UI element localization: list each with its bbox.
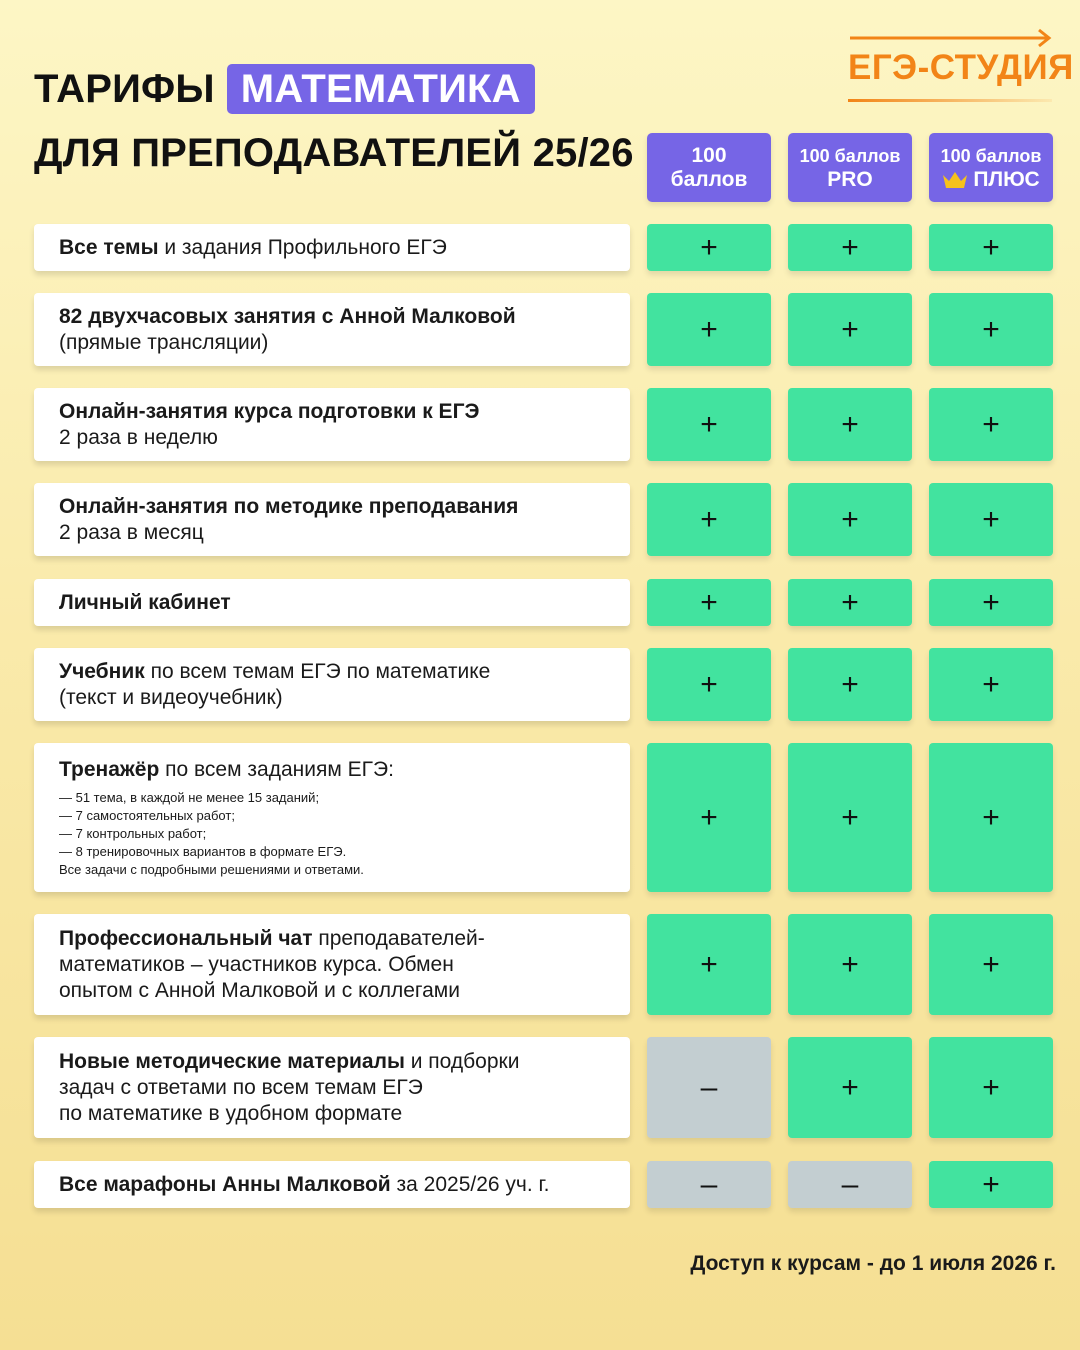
subject-tag: МАТЕМАТИКА bbox=[227, 64, 535, 114]
crown-icon bbox=[942, 171, 968, 189]
cell-100: + bbox=[647, 648, 771, 721]
cell-100: + bbox=[647, 224, 771, 271]
feature-bold: Онлайн-занятия по методике преподавания bbox=[59, 494, 519, 518]
plan-header-plus bbox=[929, 133, 1053, 202]
cell-plus: + bbox=[929, 224, 1053, 271]
feature-text: и подборки bbox=[404, 1049, 520, 1073]
feature-text: за 2025/26 уч. г. bbox=[390, 1172, 550, 1196]
feature-row-pro-chat bbox=[34, 914, 630, 1015]
cell-plus: + bbox=[929, 743, 1053, 892]
trainer-detail-line: — 7 контрольных работ; bbox=[59, 825, 207, 841]
cell-plus: + bbox=[929, 648, 1053, 721]
feature-row-materials bbox=[34, 1037, 630, 1138]
feature-row-lessons bbox=[34, 293, 630, 366]
cell-plus: + bbox=[929, 579, 1053, 626]
cell-100: + bbox=[647, 914, 771, 1015]
cell-pro: – bbox=[788, 1161, 912, 1208]
feature-text: задач с ответами по всем темам ЕГЭ bbox=[59, 1075, 423, 1099]
feature-row-trainer bbox=[34, 743, 630, 892]
feature-text: и задания Профильного ЕГЭ bbox=[158, 235, 447, 259]
plan-header-pro bbox=[788, 133, 912, 202]
cell-pro: + bbox=[788, 648, 912, 721]
cell-100: + bbox=[647, 483, 771, 556]
cell-100: – bbox=[647, 1037, 771, 1138]
cell-plus: + bbox=[929, 1037, 1053, 1138]
plan-name-line1: 100 баллов bbox=[799, 145, 901, 166]
cell-pro: + bbox=[788, 388, 912, 461]
feature-bold: Все темы bbox=[59, 235, 159, 259]
feature-row-online-course bbox=[34, 388, 630, 461]
cell-plus: + bbox=[929, 914, 1053, 1015]
cell-pro: + bbox=[788, 293, 912, 366]
trainer-detail-line: — 7 самостоятельных работ; bbox=[59, 807, 235, 823]
feature-text: 2 раза в месяц bbox=[59, 520, 204, 544]
logo-underline bbox=[848, 98, 1052, 104]
plan-name-line2: ПЛЮС bbox=[973, 167, 1040, 191]
feature-text: опытом с Анной Малковой и с коллегами bbox=[59, 978, 460, 1002]
cell-plus: + bbox=[929, 293, 1053, 366]
brand-logo bbox=[846, 28, 1074, 108]
trainer-detail-line: Все задачи с подробными решениями и ответами. bbox=[59, 861, 364, 877]
feature-text: по всем заданиям ЕГЭ: bbox=[159, 757, 394, 781]
feature-row-methodology bbox=[34, 483, 630, 556]
cell-pro: + bbox=[788, 1037, 912, 1138]
logo-text: ЕГЭ-СТУДИЯ bbox=[848, 48, 1074, 87]
feature-text: по всем темам ЕГЭ по математике bbox=[144, 659, 491, 683]
cell-100: + bbox=[647, 579, 771, 626]
feature-bold: Учебник bbox=[59, 659, 145, 683]
trainer-detail-line: — 8 тренировочных вариантов в формате ЕГЭ. bbox=[59, 843, 347, 859]
feature-text: (текст и видеоучебник) bbox=[59, 685, 283, 709]
trainer-detail-line: — 51 тема, в каждой не менее 15 заданий; bbox=[59, 789, 320, 805]
feature-text: математиков – участников курса. Обмен bbox=[59, 952, 454, 976]
title-text: ТАРИФЫ bbox=[34, 66, 215, 111]
cell-100: + bbox=[647, 293, 771, 366]
cell-plus: + bbox=[929, 388, 1053, 461]
feature-bold: Онлайн-занятия курса подготовки к ЕГЭ bbox=[59, 399, 480, 423]
feature-bold: Личный кабинет bbox=[59, 590, 231, 614]
plan-header-100 bbox=[647, 133, 771, 202]
feature-bold: Все марафоны Анны Малковой bbox=[59, 1172, 391, 1196]
feature-bold: Профессиональный чат bbox=[59, 926, 313, 950]
cell-pro: + bbox=[788, 483, 912, 556]
cell-100: – bbox=[647, 1161, 771, 1208]
plan-name-line1: 100 баллов bbox=[940, 145, 1042, 166]
feature-text: преподавателей- bbox=[312, 926, 485, 950]
cell-pro: + bbox=[788, 914, 912, 1015]
plan-name-line2: PRO bbox=[827, 167, 873, 191]
feature-bold: Тренажёр bbox=[59, 757, 160, 781]
feature-text: 2 раза в неделю bbox=[59, 425, 218, 449]
cell-plus: + bbox=[929, 1161, 1053, 1208]
feature-bold: Новые методические материалы bbox=[59, 1049, 405, 1073]
feature-row-textbook bbox=[34, 648, 630, 721]
cell-pro: + bbox=[788, 224, 912, 271]
plan-name-line1: 100 bbox=[691, 143, 727, 167]
feature-bold: 82 двухчасовых занятия с Анной Малковой bbox=[59, 304, 516, 328]
feature-row-all-topics bbox=[34, 224, 630, 271]
cell-pro: + bbox=[788, 579, 912, 626]
plan-name-line2: баллов bbox=[670, 167, 748, 191]
cell-plus: + bbox=[929, 483, 1053, 556]
access-note: Доступ к курсам - до 1 июля 2026 г. bbox=[690, 1252, 1056, 1275]
feature-row-marathons bbox=[34, 1161, 630, 1208]
feature-text: по математике в удобном формате bbox=[59, 1101, 403, 1125]
trainer-details bbox=[59, 789, 630, 879]
feature-row-account bbox=[34, 579, 630, 626]
page-title-line1 bbox=[34, 64, 535, 114]
cell-100: + bbox=[647, 388, 771, 461]
page-title-line2: ДЛЯ ПРЕПОДАВАТЕЛЕЙ 25/26 bbox=[34, 131, 634, 175]
cell-100: + bbox=[647, 743, 771, 892]
arrow-right-icon bbox=[846, 28, 1056, 48]
cell-pro: + bbox=[788, 743, 912, 892]
feature-text: (прямые трансляции) bbox=[59, 330, 269, 354]
